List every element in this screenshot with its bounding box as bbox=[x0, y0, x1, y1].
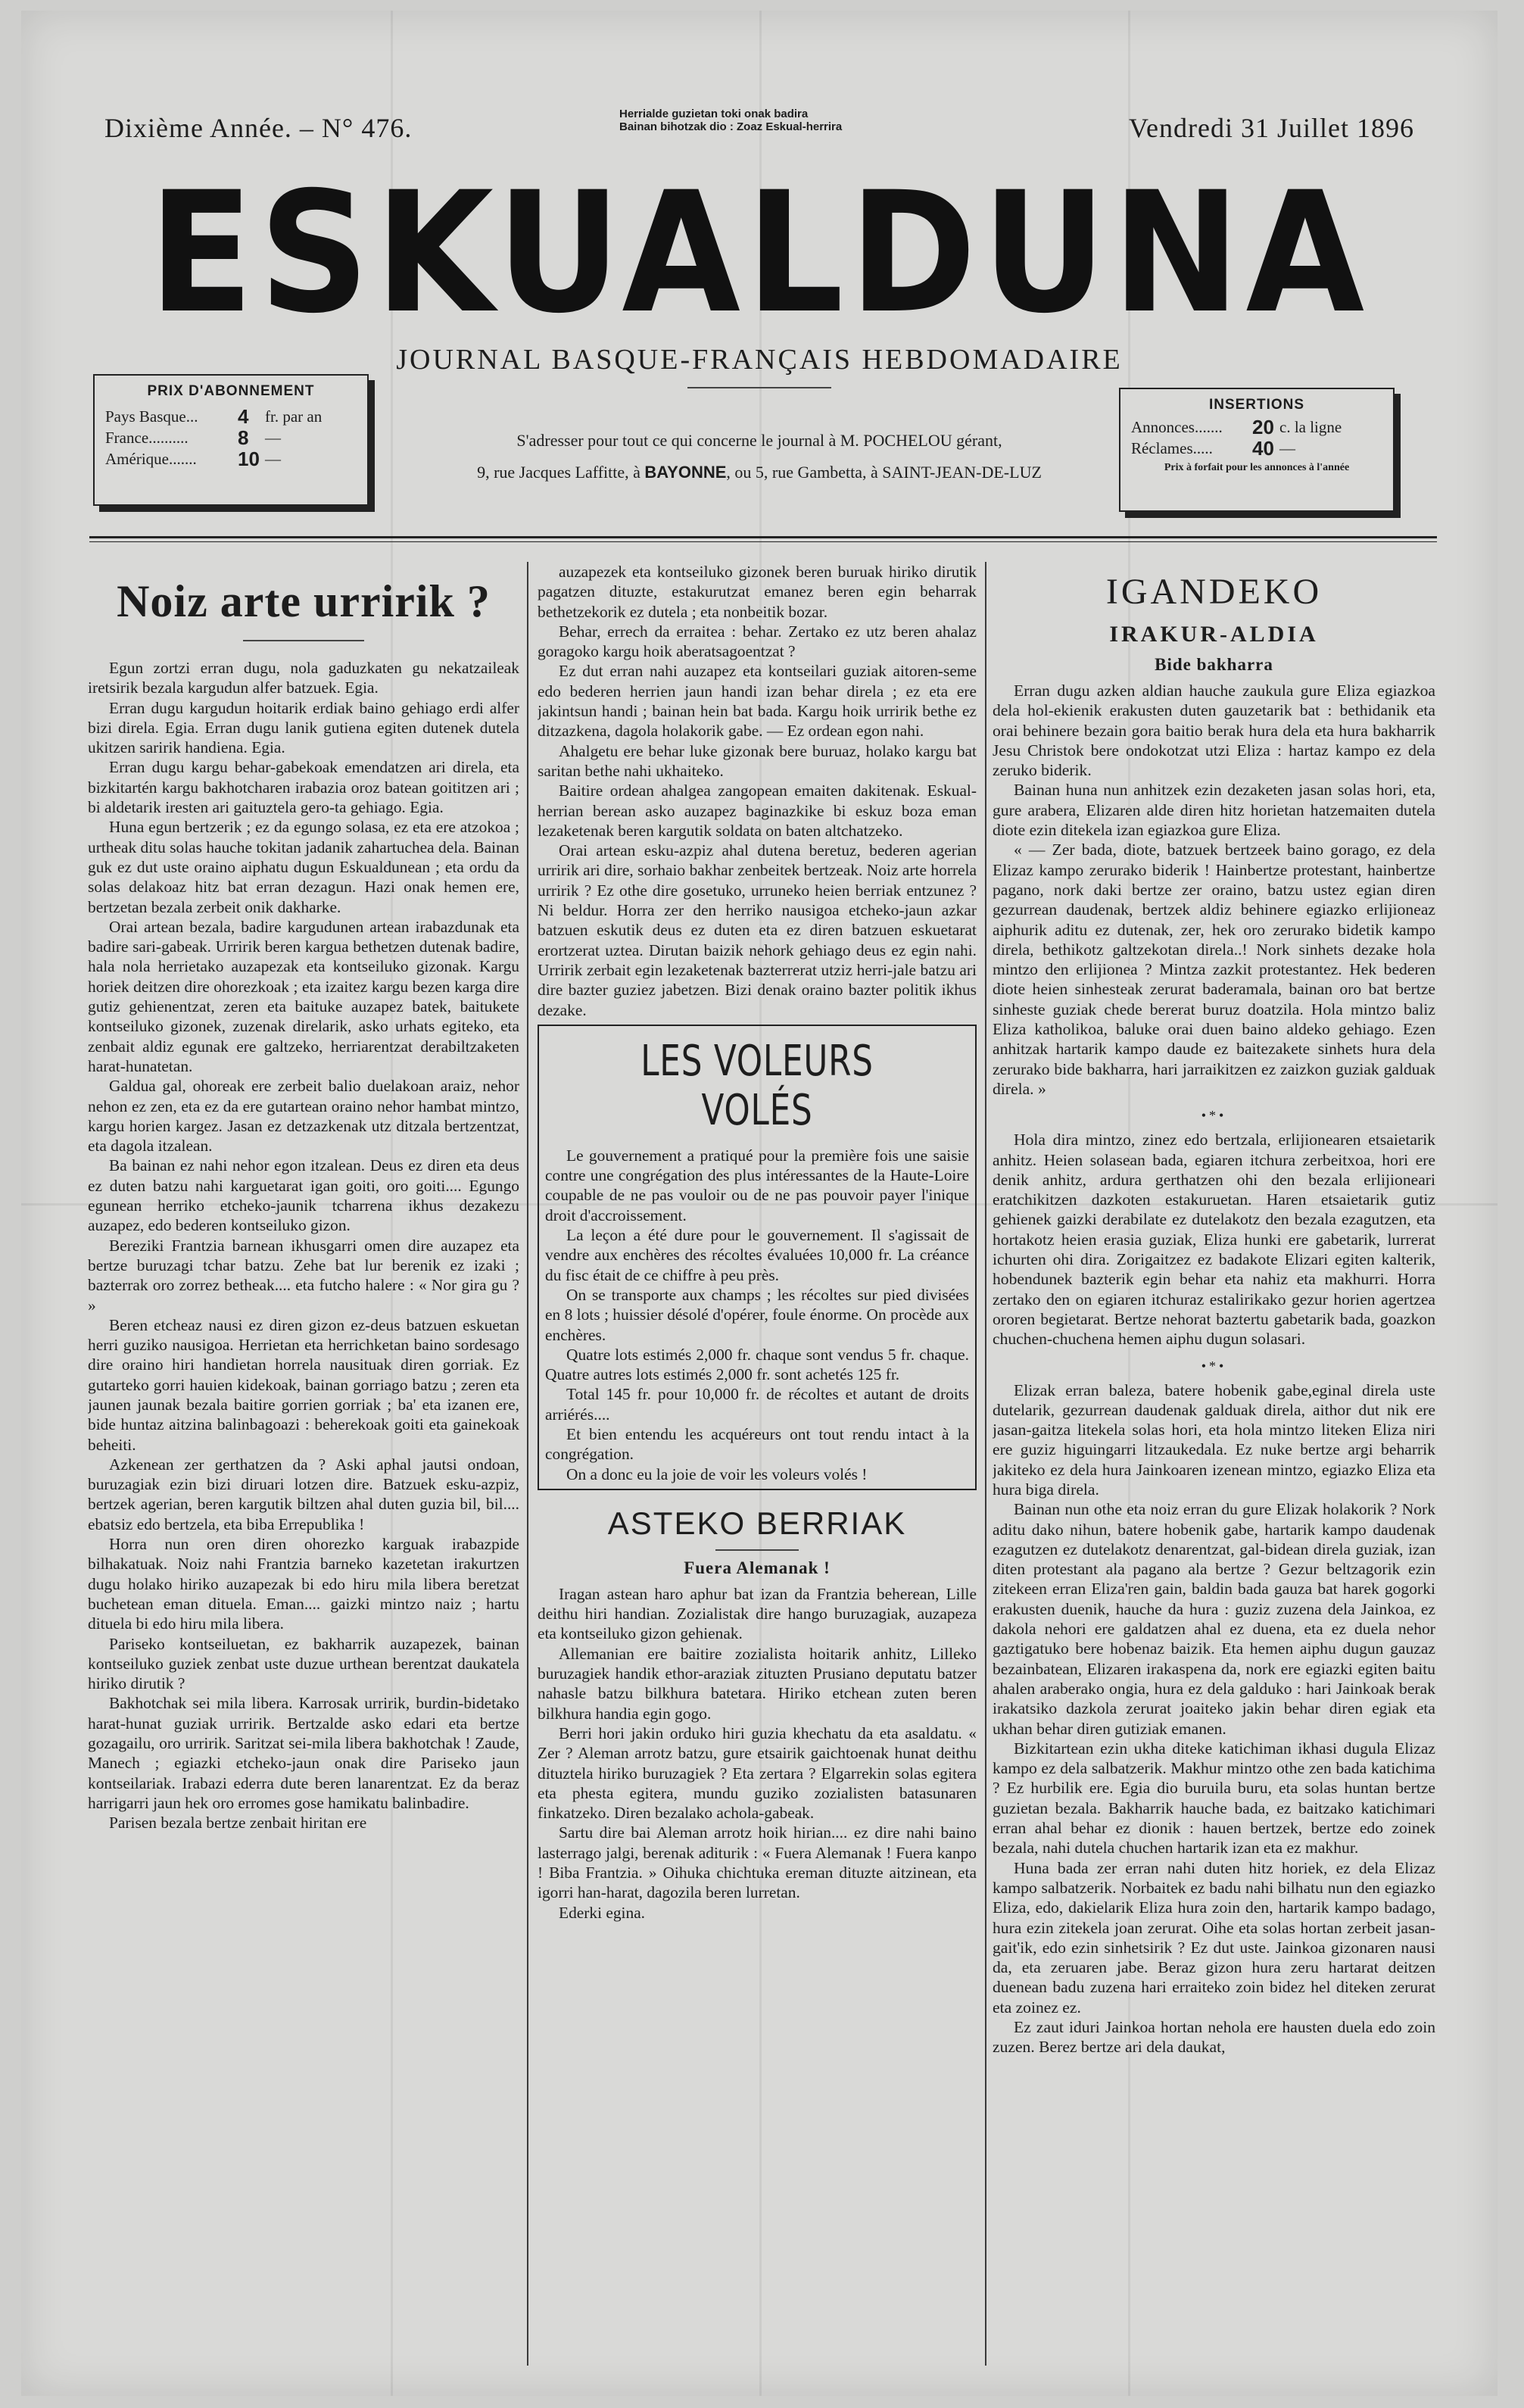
paragraph: Egun zortzi erran dugu, nola gaduzkaten gu nekatzaileak iretsirik bezala kargudun alfer batzuek. Egia. bbox=[88, 659, 519, 697]
insertions-row: Annonces....... 20 c. la ligne bbox=[1131, 416, 1342, 438]
subscription-row: Amérique....... 10 — bbox=[105, 448, 281, 470]
paragraph: Hola dira mintzo, zinez edo bertzala, erlijionearen etsaietarik anhitz. Heien solasean bada, egiaren itchura zerbeitxoa, hori ere denik anhitz, ardura gerthatzen ohi den bezala erlijioneari eratchikitzen dazkoten estakuruetan. Haren etsaietarik gutiz gehienek gaizki derabilate ez dutelakotz den bezala ezagutzen, eta hortakotz heien erasia guziak, Eliza hunki ere gabetarik, lurrerat ichurten ohi dira. Zorigaitzez ez badakote Elizari egiten kalterik, hobendunek bazterik egin behar eta nahiz eta makhurri. Horra zertako den on egiaren itchuraz estalirikako gezur horien agertzea ororen begietarat. Bertze nehorat baztertu gabetarik bada, goazkon chuchen-chuchena hemen aiphu dugun solasari. bbox=[993, 1131, 1435, 1349]
paragraph: Huna bada zer erran nahi duten hitz horiek, ez dela Elizaz kampo salbatzerik. Norbaitek ez badu nahi bilhatu nun den egiazko Eliza, edo, dakielarik Eliza hura zoin den, hartarik kampo badago, hura ezin zitekela joan zerurat. Oihe eta solas hortan zerbeit jasan-gait'ik, edo ezin sinhetsirik ? Ez dut uste. Jainkoa gizonaren nausi da, eta zeruaren jabe. Beraz gizon hura zeru hartarat deitzen duenean badu zuzena hari erraiteko zoin bidez hel diteken zerurat eta zoinez ez. bbox=[993, 1858, 1435, 2017]
paragraph: Pariseko kontseiluetan, ez bakharrik auzapezek, bainan kontseiluko guziek zenbat uste duzue urthean berentzat daukatela hiriko dirutik ? bbox=[88, 1634, 519, 1693]
insertions-row: Réclames..... 40 — bbox=[1131, 437, 1295, 460]
paragraph: Bainan huna nun anhitzek ezin dezaketen jasan solas hori, eta, gure arabera, Elizaren alde diren hitz horietan hatzemaiten dutela diote ezin ditekela izan egiazkoa gure Eliza. bbox=[993, 781, 1435, 840]
paragraph: Ez zaut iduri Jainkoa hortan nehola ere hausten duela edo zoin zuzen. Berez bertze ari dela daukat, bbox=[993, 2018, 1435, 2057]
paragraph: Bakhotchak sei mila libera. Karrosak urririk, burdin-bidetako harat-hunat guziak urririk. Bertzalde asko edari eta bertze gozagailu, oro urririk. Saritzat sei-mila libera bakhotchak ! Zaude, Manech ; egiazki etcheko-jaun onak dire Pariseko jaun kontseilariak. Irabazi ederra dute beren lanarentzat. Ez da beraz harrigarri jaun hek oro erromes gose hamikatu balinbadire. bbox=[88, 1694, 519, 1812]
paragraph: On a donc eu la joie de voir les voleurs volés ! bbox=[566, 1464, 868, 1483]
header-rule bbox=[89, 536, 1437, 542]
masthead bbox=[21, 156, 1498, 388]
paragraph: Iragan astean haro aphur bat izan da Frantzia beherean, Lille deithu hiri handian. Zozialistak dire hango buruzagiak, auzapeza eta kontseiluko gizon gehienak. bbox=[538, 1584, 977, 1643]
column-2 bbox=[538, 562, 977, 2377]
article-body bbox=[88, 658, 519, 1833]
article-body bbox=[538, 1584, 977, 1923]
article-subheading: IRAKUR-ALDIA bbox=[1109, 622, 1319, 647]
divider bbox=[243, 640, 364, 641]
column-rule bbox=[527, 562, 528, 2366]
article-heading: Noiz arte urririk ? bbox=[117, 576, 491, 626]
paragraph: Total 145 fr. pour 10,000 fr. de récoltes et autant de droits arriérés.... bbox=[545, 1385, 969, 1424]
paragraph: Beren etcheaz nausi ez diren gizon ez-deus batzuen eskuetan herri guziko nausigoa. Herrietan eta herrichketan baino sordesago dire oraino hiri handietan horrela nausituak diren gorriak. Ez gutarteko gorri hauien kidekoak, bainan gorriago batzu ; zeren eta jaunen jaunak bezala baitire gorrien gorriak ; ba' eta izanen ere, bide huntaz aitzina balinbagoazi : beherekoak goiti eta gainekoak beheiti. bbox=[88, 1315, 519, 1454]
column-3 bbox=[993, 562, 1435, 2377]
newspaper-subtitle: JOURNAL BASQUE-FRANÇAIS HEBDOMADAIRE bbox=[396, 344, 1123, 376]
newspaper-page bbox=[21, 11, 1498, 2396]
subscription-title: PRIX D'ABONNEMENT bbox=[147, 383, 315, 399]
paragraph: Azkenean zer gerthatzen da ? Aski aphal jautsi ondoan, buruzagiak ezin bizi diruari lotzen dire. Batzuek esku-azpiz, bertzek agerian, beren kargutik biltzen ahal duten guzia bil, bil.... ebatsiz edo bertzela, eta biba Errepublika ! bbox=[88, 1455, 519, 1533]
paragraph: Horra nun oren diren ohorezko karguak irabazpide bilhakatuak. Noiz nahi Frantzia barneko kazetetan irakurtzen dugu holako hiriko auzapezak bi edo hiru mila libera beretzat buchetean eman dituela. Eman.... gaizki mintzo naiz ; hartu dituela bi edo hiru mila libera. bbox=[88, 1535, 519, 1633]
insertions-title: INSERTIONS bbox=[1208, 397, 1305, 413]
paragraph: Bizkitartean ezin ukha diteke katichiman ikhasi dugula Elizaz kampo ez dela salbatzerik. Makhur mintzo othe zen bada katichima ? Ez hurbilik ere. Egia dio buruila buru, eta solas huntan bertze guzietan bezala. Bakharrik hauche bada, ez baitzako katichimari erran ahal behar ez dionik : hauen bertzek, bertze edo zoinek bezala, nahi dutela chuchen hartarik izan eta ez makhur. bbox=[993, 1739, 1435, 1857]
subscription-row: Pays Basque... 4 fr. par an bbox=[105, 405, 323, 428]
paragraph: Behar, errech da erraitea : behar. Zertako ez utz beren ahalaz goragoko kargu hoik aberatsagoentzat ? bbox=[538, 622, 977, 661]
paragraph: Galdua gal, ohoreak ere zerbeit balio duelakoan araiz, nehor nehon ez zen, eta ez da ere gutartean oraino nehor hambat mintzo, kargu horien kargez. Jasan ez detzazkenak utz ditzala bertzentzat, eta dagola itzalean. bbox=[88, 1077, 519, 1156]
newspaper-title: ESKUALDUNA bbox=[148, 156, 1370, 350]
article-body bbox=[993, 681, 1435, 2057]
voleurs-article bbox=[538, 1025, 977, 1490]
divider bbox=[715, 1549, 799, 1551]
subscription-row: France.......... 8 — bbox=[105, 426, 281, 449]
header-line bbox=[104, 100, 1414, 153]
paragraph: Berri hori jakin orduko hiri guzia khechatu da eta asaldatu. « Zer ? Aleman arrotz batzu, gure etsairik gaichtoenak hunat deithu dituztela hiriko buruzagiek ? Eta zertara ? Elgarrekin solas egitera eta phesta egitera, mundu guziko zozialisten batasunaren finkatzeko. Diren bezalako achola-gabeak. bbox=[538, 1723, 977, 1823]
issue-number: Dixième Année. – N° 476. bbox=[104, 113, 413, 143]
paragraph: Parisen bezala bertze zenbait hiritan ere bbox=[109, 1814, 367, 1833]
address-block: S'adresser pour tout ce qui concerne le journal à M. POCHELOU gérant, 9, rue Jacques Laffitte, à BAYONNE, ou 5, rue Gambetta, à SAINT-JEAN-DE-LUZ bbox=[477, 431, 1042, 482]
issue-date: Vendredi 31 Juillet 1896 bbox=[1129, 113, 1414, 143]
paragraph: Elizak erran baleza, batere hobenik gabe,eginal direla uste dutelarik, gezurrean daudenak galduak direla, aithor dut nik ere jasan-gaitza litekela solas hori, eta hola mintzo liteken Eliza niri ere guziz higuingarri litzaukedala. Ez nuke bertze argi beharrik jakiteko ez dela hura Jainkoaren izenean mintzo, egiazko Eliza eta hura biga direla. bbox=[993, 1380, 1435, 1499]
paragraph: Erran dugu azken aldian hauche zaukula gure Eliza egiazkoa dela hol-ekienik erakusten duten gauzetarik bat : bethidanik eta orai behinere bezain gora baitio berak hura dela eta hura bakharrik Jesu Christok bere ondokotzat utzi Eliza : hartaz kampo ez dela zeruko biderik. bbox=[993, 682, 1435, 780]
paragraph: Orai artean esku-azpiz ahal dutena beretuz, bederen agerian urririk ari dire, sorhaio bakhar zenbeitek bertzeak. Noiz arte horrela urririk ? Ez othe dire gosetuko, urruneko heien berriak entzunez ? Ni beldur. Horra zer den herriko nausigoa etcheko-jaun azkar batzuen eskutik deus ez duten eta ez diren batzuen eskuetarat erortzerat uztea. Dirutan baizik nehork gehiago deus ez egin nahi. Urririk zerbait egin lezaketenak bazterrerat utziz herri-jale batzu ari dire bazter guziez jabetzen. Bizi denak oraino bazter politik ikhus dezake. bbox=[538, 841, 977, 1019]
paragraph: On se transporte aux champs ; les récoltes sur pied divisées en 8 lots ; huissier désolé d'opérer, foule énorme. On procède aux enchères. bbox=[545, 1285, 969, 1344]
article-heading: ASTEKO BERRIAK bbox=[607, 1505, 907, 1541]
paragraph: Huna egun bertzerik ; ez da egungo solasa, ez eta ere atzokoa ; urtheak ditu solas hauche tokitan jadanik zahartuchea dela. Bainan guk ez dut uste oraino aiphatu dugun Eskualdunean ; eta ordu da solas delakoaz hitz bat erran dezagun. Hazi onak hemen ere, bertzetan bezala zerbeit onik dakharke. bbox=[88, 818, 519, 916]
paragraph: Ahalgetu ere behar luke gizonak bere buruaz, holako kargu bat saritan bethe nahi ukhaiteko. bbox=[538, 741, 977, 780]
divider bbox=[687, 387, 831, 388]
separator-stars: •*• bbox=[1201, 1108, 1227, 1124]
article-body bbox=[545, 1146, 969, 1484]
paragraph: Orai artean bezala, badire kargudunen artean irabazdunak eta badire sari-gabeak. Urririk beren kargua bethetzen dutenak badire, hala nola herrietako auzapezak eta kontseiluko gizonak. Kargu horiek deitzen dire ohorezkoak ; eta izaitez kargu bezen karga dire gutiz gehienentzat, zeren eta baituke auzapez batek, baitukete kontseiluko gizonek, zuzenak direlarik, asko urhats egiteko, eta zenbait aldiz egunak ere galtzeko, herriarentzat derabiltzaketen harat-hunatetan. bbox=[88, 917, 519, 1075]
paragraph: Ba bainan ez nahi nehor egon itzalean. Deus ez diren eta deus ez duten batzu nahi karguetarat igan goiti, oro goiti.... Egungo egunean herriko etcheko-jaunik tcharrena ikhus dezakezu auzapez, edo bederen kontseiluko gizon. bbox=[88, 1156, 519, 1235]
paragraph: Et bien entendu les acquéreurs ont tout rendu intact à la congrégation. bbox=[545, 1424, 969, 1464]
article-heading: LES VOLEURS VOLÉS bbox=[640, 1036, 874, 1135]
paragraph: Bereziki Frantzia barnean ikhusgarri omen dire auzapez eta bertze buruzagi tchar batzu. Zehe bat lur berenik ez izaki ; bazterrak oro zorrez betheak.... eta futcho halere : « Nor gira gu ? » bbox=[88, 1236, 519, 1315]
insertions-note: Prix à forfait pour les annonces à l'année bbox=[1164, 462, 1350, 473]
paragraph: Bainan nun othe eta noiz erran du gure Elizak holakorik ? Nork aditu dako nihun, batere hobenik gabe, hartarik kampo daudenak ezagutzen ez dutelakotz denarentzat, gal-bidean direla guziak, izan diten protestant ala pagano ala bertze ? Gezur beltzagorik ezin zitekeen erran Eliza'ren gain, baldin bada gauza bat harek gogorki erakusten duenik, hauche da hura : guziz zuzena dela Jainkoa, ez dakola nehori ere galdatzen ahal ez duena, eta ez duela nehor gaztigatuko bere hobenaz baizik. Eta hemen aiphu dugun gauzaz bezainbatean, Elizaren irakaspena da, nork ere egiazki egiten baitu ahalen araberako ongia, hura ez dela galduko : hari Jainkoak berak irakatsiko dazkola zerurat joaiteko jakin behar diren egiak eta ukhan behar diren gutiziak emanen. bbox=[993, 1500, 1435, 1738]
paragraph: Sartu dire bai Aleman arrotz hoik hirian.... ez dire nahi baino lasterrago jalgi, berenak aditurik : « Fuera Alemanak ! Fuera kanpo ! Biba Frantzia. » Oihuka chichtuka ereman dituzte aitzinean, eta igorri han-harat, dagozila beren lurretan. bbox=[538, 1823, 977, 1902]
article-body bbox=[538, 562, 977, 1020]
section-heading: Bide bakharra bbox=[1155, 655, 1273, 674]
subscription-box bbox=[93, 374, 369, 506]
paragraph: « — Zer bada, diote, batzuek bertzeek baino gorago, ez dela Elizaz kampo zerurako biderik ! Hainbertze protestant, hainbertze pagano, nork daki bertze zer oraino, batzu ustez egian diren gezurrean daudenak, bertzek aldiz behinere egiazko erlijioneaz aiphurik aditu ez dutenak, zer, hek oro zerurako bidetik kampo direla, bethikotz galtzekotan direla..! Nork sinhets dezake hola mintzo den erlijionea ? Mintza zazkit protestantez. Hek bederen diote heien sinhesteak zerurat baderamala, bainan oro bat bertze sinheste guziak chede bererat buruz doatzila. Hola mintzo baliz Eliza katholikoa, baluke orai duen baino aldeko gehiago. Ezen anhitzak hartarik kampo daude ez baitezakete sinhets hura dela zerurako bide bakharra, hari jarraikitzen ez zaizkon guziak galduak direla. » bbox=[993, 841, 1435, 1098]
motto: Herrialde guzietan toki onak badira Bainan bihotzak dio : Zoaz Eskual-herrira bbox=[619, 108, 843, 133]
paragraph: Le gouvernement a pratiqué pour la première fois une saisie contre une congrégation des plus intéressantes de la Haute-Loire coupable de ne pas vouloir ou de ne pas pouvoir payer l'inique droit d'accroissement. bbox=[545, 1146, 969, 1224]
paragraph: Erran dugu kargudun hoitarik erdiak baino gehiago erdi alfer bizi direla. Egia. Erran dugu lanik gutiena egiten dutenek dutela ukitzen saririk handiena. Egia. bbox=[88, 698, 519, 757]
paragraph: auzapezek eta kontseiluko gizonek beren buruak hiriko dirutik pagatzen dituzte, estakurutzat emanez beren egin beharrak bethetzekorik ez dutela ; eta nonbeitik bozar. bbox=[538, 563, 977, 621]
column-rule bbox=[985, 562, 986, 2366]
paragraph: La leçon a été dure pour le gouvernement. Il s'agissait de vendre aux enchères des récoltes évaluées 10,000 fr. La créance du fisc était de ce chiffre à peu près. bbox=[545, 1226, 969, 1284]
separator-stars: •*• bbox=[1201, 1358, 1227, 1374]
paragraph: Ederki egina. bbox=[559, 1903, 646, 1922]
article-subheading: Fuera Alemanak ! bbox=[684, 1558, 831, 1577]
paragraph: Quatre lots estimés 2,000 fr. chaque sont vendus 5 fr. chaque. Quatre autres lots estimés 2,000 fr. sont achetés 125 fr. bbox=[545, 1345, 969, 1384]
insertions-box bbox=[1119, 388, 1395, 512]
paragraph: Erran dugu kargu behar-gabekoak emendatzen ari direla, eta bizkitartén kargu bakhotcharen irabazia oroz batean goititzen ari ; bi aldetarik iresten ari gaituztela gero-ta gehiago. Egia. bbox=[88, 758, 519, 817]
paragraph: Baitire ordean ahalgea zangopean emaiten dakitenak. Eskual-herrian berean asko auzapez baginazkike bi eskuz boza eman lezaketenak beren kargutik soldata on baten altchatzeko. bbox=[538, 781, 977, 840]
paragraph: Allemanian ere baitire zozialista hoitarik anhitz, Lilleko buruzagiek handik ethor-araziak zituzten Prusiano deputatu batzer nahasle batzu bilkhura batetara. Hiriko etchean zuten beren bilkhura handia egin gogo. bbox=[538, 1644, 977, 1723]
paragraph: Ez dut erran nahi auzapez eta kontseilari guziak aitoren-seme edo bederen herrien jaun handi izan behar direla ; ez eta ere jakintsun handi ; bainan hein bat bada. Kargu hoik urririk bethe ez ditzazkena, dagola holakorik gabe. — Ez ordean egon nahi. bbox=[538, 662, 977, 741]
column-1 bbox=[88, 562, 519, 2377]
article-heading: IGANDEKO bbox=[1105, 572, 1323, 612]
